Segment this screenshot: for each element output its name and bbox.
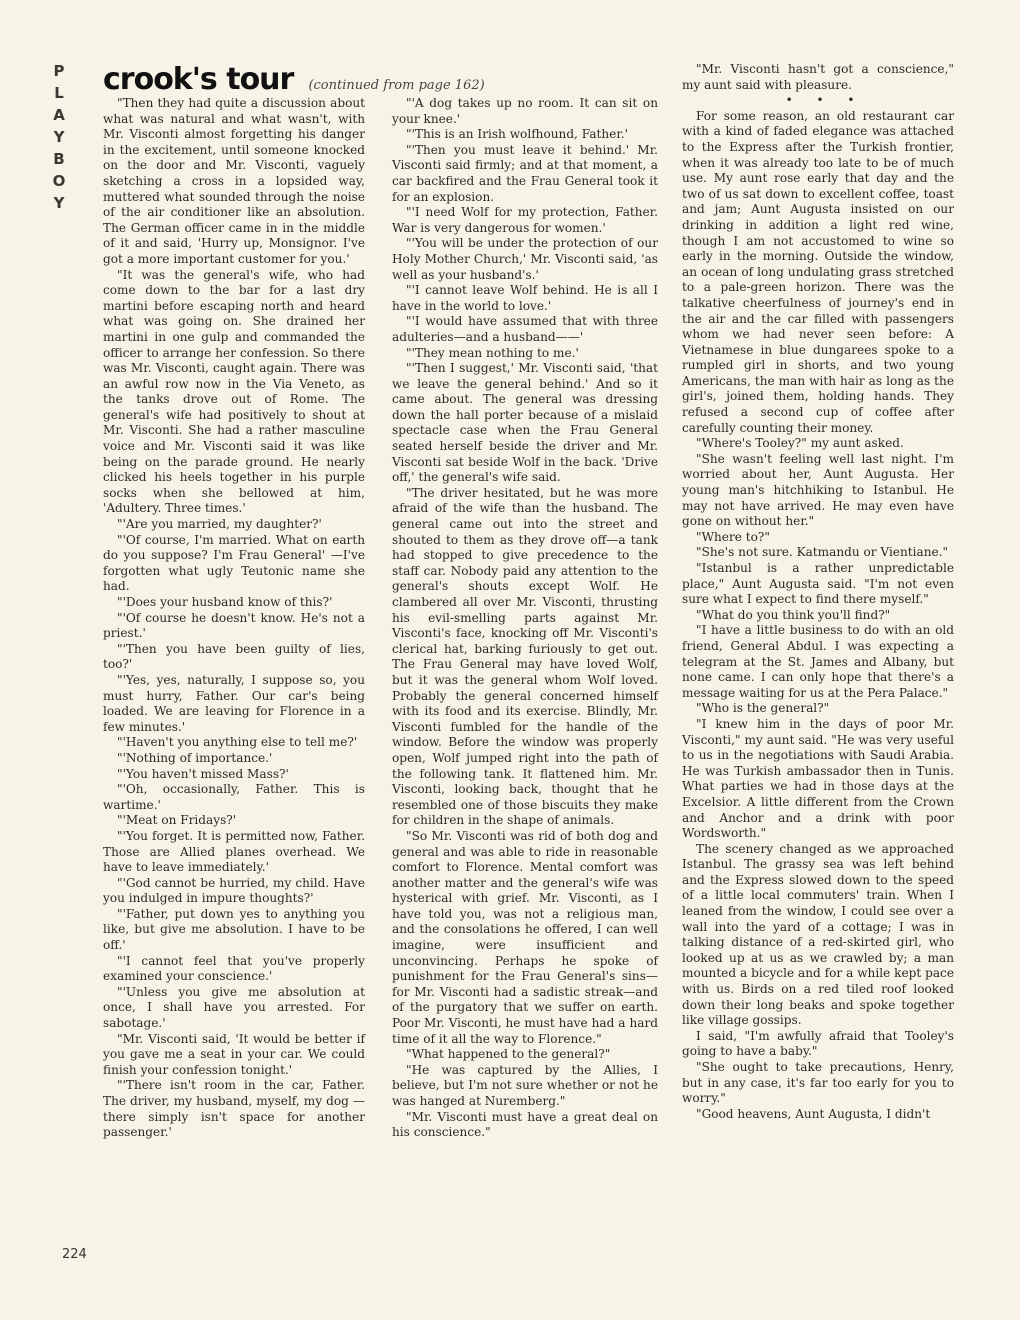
- magazine-letter: Y: [53, 194, 65, 212]
- paragraph: "'I need Wolf for my protection, Father. War is very dangerous for women.': [392, 205, 658, 235]
- paragraph: "'Then I suggest,' Mr. Visconti said, 'that we leave the general behind.' And so it came about. The general was dressing down the hall porter because of a mislaid spectacle case when the Frau General seated herself beside the driver and Mr. Visconti sat beside Wolf in the back. 'Drive off,' the general's wife said.: [392, 361, 658, 485]
- paragraph: "'Unless you give me absolution at once, I shall have you arrested. For sabotage.': [103, 984, 365, 1031]
- magazine-letter: A: [53, 106, 65, 124]
- paragraph: "'I would have assumed that with three adulteries—and a husband——': [392, 314, 658, 344]
- article-title: crook's tour: [103, 62, 294, 97]
- magazine-letter: P: [53, 62, 65, 80]
- paragraph: "She's not sure. Katmandu or Vientiane.": [696, 545, 949, 560]
- paragraph: "She wasn't feeling well last night. I'm worried about her, Aunt Augusta. Her young man's hitchhiking to Istanbul. He may not have arrived. He may even have gone on without her.": [682, 451, 954, 529]
- paragraph: "'God cannot be hurried, my child. Have you indulged in impure thoughts?': [103, 875, 365, 906]
- paragraph: "So Mr. Visconti was rid of both dog and general and was able to ride in reasonable comfort to Florence. Mental comfort was another matter and the general's wife was hysterical with grief. Mr. Visconti, as I have told you, was not a religious man, and the consolations he offered, I can well imagine, were insufficient and unconvincing. Perhaps he spoke of punishment for the Frau General's sins—for Mr. Visconti had a sadistic streak—and of the purgatory that we suffer on earth. Poor Mr. Visconti, he must have had a hard time of it all the way to Florence.": [392, 828, 658, 1046]
- paragraph: "What happened to the general?": [406, 1047, 611, 1062]
- paragraph: "'Haven't you anything else to tell me?': [117, 735, 358, 750]
- paragraph: "'A dog takes up no room. It can sit on your knee.': [392, 96, 658, 126]
- paragraph: "'Are you married, my daughter?': [117, 517, 322, 532]
- article-header: [103, 62, 503, 96]
- paragraph: The scenery changed as we approached Istanbul. The grassy sea was left behind and the Express slowed down to the speed of a little local commuters' train. When I leaned from the window, I could see over a wall into the yard of a cottage; I was in talking distance of a red-skirted girl, who looked up at us as we crawled by; a man mounted a bicycle and for a while kept pace with us. Birds on a red tiled roof looked down their long beaks and spoke together like village gossips.: [682, 841, 954, 1028]
- text-column-1: [103, 96, 365, 1141]
- paragraph: "She ought to take precautions, Henry, but in any case, it's far too early for you to worry.": [682, 1060, 954, 1106]
- continued-note: (continued from page 162): [308, 78, 485, 93]
- magazine-letter: L: [54, 84, 64, 102]
- paragraph: I said, "I'm awfully afraid that Tooley's going to have a baby.": [682, 1028, 954, 1059]
- paragraph: "I knew him in the days of poor Mr. Visconti," my aunt said. "He was very useful to us in the negotiations with Saudi Arabia. He was Turkish ambassador then in Tunis. What parties we had in those days at the Excelsior. A little different from the Crown and Anchor and a drink with poor Wordsworth.": [682, 716, 954, 841]
- paragraph: "'You forget. It is permitted now, Father. Those are Allied planes overhead. We have to leave immediately.': [103, 828, 365, 875]
- paragraph: "Then they had quite a discussion about what was natural and what wasn't, with Mr. Visconti almost forgetting his danger in the excitement, until someone knocked on the door and Mr. Visconti, vaguely sketching a cross in a lopsided way, muttered what sounded through the noise of the air conditioner like an absolution. The German officer came in in the middle of it and said, 'Hurry up, Monsignor. I've got a more important customer for you.': [103, 96, 365, 266]
- magazine-letter: Y: [53, 128, 65, 146]
- paragraph: "'Father, put down yes to anything you like, but give me absolution. I have to be off.': [103, 906, 365, 953]
- paragraph: "What do you think you'll find?": [696, 607, 891, 622]
- paragraph: "'You will be under the protection of our Holy Mother Church,' Mr. Visconti said, 'as well as your husband's.': [392, 236, 658, 282]
- paragraph: For some reason, an old restaurant car with a kind of faded elegance was attached to the Express after the Turkish frontier, when it was already too late to be of much use. My aunt rose early that day and the two of us sat down to excellent coffee, toast and jam; Aunt Augusta insisted on our drinking in addition a light red wine, though I am not accustomed to wine so early in the morning. Outside the window, an ocean of long undulating grass stretched to a pale-green horizon. There was the talkative cheerfulness of journey's end in the air and the car filled with passengers whom we had never seen before: A Vietnamese in blue dungarees spoke to a rumpled girl in shorts, and two young Americans, the man with hair as long as the girl's, joined them, holding hands. They refused a second cup of coffee after carefully counting their money.: [682, 108, 954, 435]
- paragraph: "Mr. Visconti said, 'It would be better if you gave me a seat in your car. We could finish your confession tonight.': [103, 1031, 365, 1077]
- paragraph: "'There isn't room in the car, Father. The driver, my husband, myself, my dog —there simply isn't space for another passenger.': [103, 1078, 365, 1140]
- paragraph: "Mr. Visconti hasn't got a conscience," my aunt said with pleasure.: [682, 62, 954, 92]
- magazine-letter: O: [52, 172, 66, 190]
- paragraph: "'Nothing of importance.': [117, 750, 273, 765]
- paragraph: "'Then you have been guilty of lies, too?': [103, 641, 365, 672]
- paragraph: "Good heavens, Aunt Augusta, I didn't: [696, 1106, 931, 1121]
- paragraph: "'You haven't missed Mass?': [117, 766, 289, 781]
- paragraph: "Where's Tooley?" my aunt asked.: [696, 436, 904, 451]
- paragraph: "It was the general's wife, who had come down to the bar for a last dry martini before escaping north and heard what was going on. She drained her martini in one gulp and commanded the officer to arrange her confession. So there was Mr. Visconti, caught again. There was an awful row now in the Via Veneto, as the tanks drove out of Rome. The general's wife had positively to shout at Mr. Visconti. She had a rather masculine voice and Mr. Visconti said it was like being on the parade ground. He nearly clicked his heels together in his purple socks when she bellowed at him, 'Adultery. Three times.': [103, 267, 365, 516]
- page-number: 224: [62, 1247, 87, 1262]
- paragraph: "Where to?": [696, 529, 770, 544]
- paragraph: "'They mean nothing to me.': [406, 345, 579, 360]
- paragraph: "Mr. Visconti must have a great deal on his conscience.": [392, 1109, 658, 1140]
- paragraph: "'Yes, yes, naturally, I suppose so, you must hurry, Father. Our car's being loaded. We are leaving for Florence in a few minutes.': [103, 672, 365, 734]
- paragraph: "I have a little business to do with an old friend, General Abdul. I was expecting a telegram at the St. James and Albany, but none came. I can only hope that there's a message waiting for us at the Pera Palace.": [682, 623, 954, 700]
- section-break: • • •: [785, 93, 865, 108]
- paragraph: "Who is the general?": [696, 701, 830, 716]
- paragraph: "'This is an Irish wolfhound, Father.': [406, 127, 628, 142]
- paragraph: "He was captured by the Allies, I believe, but I'm not sure whether or not he was hanged at Nuremberg.": [392, 1062, 658, 1108]
- paragraph: "'Then you must leave it behind.' Mr. Visconti said firmly; and at that moment, a car backfired and the Frau General took it for an explosion.: [392, 142, 658, 204]
- paragraph: "The driver hesitated, but he was more afraid of the wife than the husband. The general came out into the street and shouted to them as they drove off—a tank had stopped to give precedence to the staff car. Nobody paid any attention to the general's shouts except Wolf. He clambered all over Mr. Visconti, thrusting his evil-smelling parts against Mr. Visconti's face, knocking off Mr. Visconti's clerical hat, barking furiously to get out. The Frau General may have loved Wolf, but it was the general whom Wolf loved. Probably the general concerned himself with its food and its exercise. Blindly, Mr. Visconti fumbled for the handle of the window. Before the window was properly open, Wolf jumped right into the path of the following tank. It flattened him. Mr. Visconti, looking back, thought that he resembled one of those biscuits they make for children in the shape of animals.: [392, 485, 658, 828]
- text-column-2: [392, 96, 658, 1141]
- text-column-3: [682, 62, 954, 1122]
- paragraph: "Istanbul is a rather unpredictable place," Aunt Augusta said. "I'm not even sure what I expect to find there myself.": [682, 561, 954, 607]
- paragraph: "'Of course he doesn't know. He's not a priest.': [103, 610, 365, 641]
- paragraph: "'Of course, I'm married. What on earth do you suppose? I'm Frau General' —I've forgotten what ugly Teutonic name she had.: [103, 532, 365, 594]
- paragraph: "'Meat on Fridays?': [117, 813, 237, 828]
- paragraph: "'Does your husband know of this?': [117, 595, 333, 609]
- paragraph: "'Oh, occasionally, Father. This is wartime.': [103, 782, 365, 812]
- paragraph: "'I cannot feel that you've properly examined your conscience.': [103, 953, 365, 984]
- magazine-letter: B: [53, 150, 65, 168]
- magazine-name: [48, 60, 70, 214]
- paragraph: "'I cannot leave Wolf behind. He is all I have in the world to love.': [392, 283, 658, 313]
